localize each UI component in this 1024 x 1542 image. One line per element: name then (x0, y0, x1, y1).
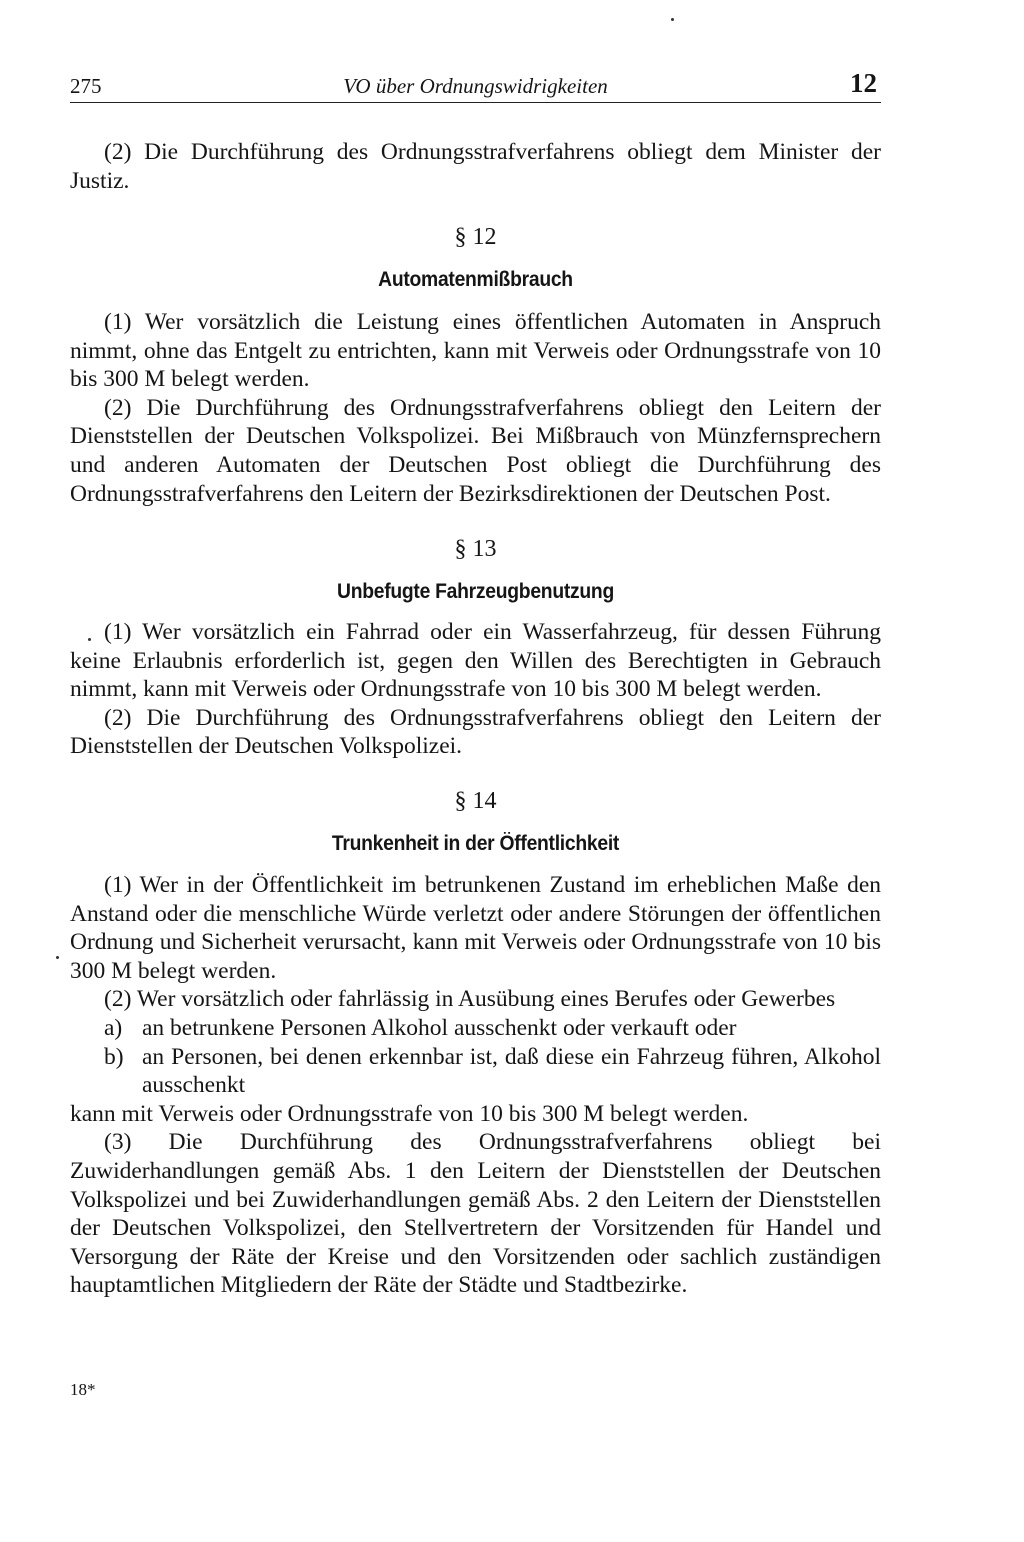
list-item-b-label: b) (104, 1043, 124, 1070)
section-12-body (70, 308, 881, 508)
section-14-paragraph-1: (1) Wer in der Öffentlichkeit im betrunkenen Zustand im erheblichen Maße den Anstand oder die menschliche Würde verletzt oder andere Störungen der öffentlichen Ordnung und Sicherheit verursacht, kann mit Verweis oder Ordnungsstrafe von 10 bis 300 M belegt werden. (70, 872, 881, 984)
speck (56, 956, 59, 959)
section-14-heading: Trunkenheit in der Öffentlichkeit (331, 832, 620, 855)
list-item-a-text: an betrunkene Personen Alkohol ausschenkt oder verkauft oder (142, 1014, 737, 1041)
section-12-heading: Automatenmißbrauch (378, 268, 573, 291)
running-title: VO über Ordnungswidrigkeiten (343, 74, 608, 98)
document-page (70, 0, 881, 1542)
section-14-paragraph-2: (2) Wer vorsätzlich oder fahrlässig in Ausübung eines Berufes oder Gewerbes (104, 986, 836, 1013)
section-number: 12 (850, 68, 877, 98)
section-12-paragraph-2: (2) Die Durchführung des Ordnungsstrafverfahrens obliegt den Leitern der Dienststellen der Deutschen Volkspolizei. Bei Mißbrauch von Münzfernsprechern und anderen Automaten der Deutschen Post obliegt die Durchführung des Ordnungsstrafverfahrens den Leitern der Bezirksdirektionen der Deutschen Post. (70, 394, 881, 507)
list-item-a (70, 1014, 881, 1043)
list-item-a-label: a) (104, 1014, 123, 1041)
section-14-paragraph-3: (3) Die Durchführung des Ordnungsstrafverfahrens obliegt bei Zuwiderhandlungen gemäß Abs. 1 den Leitern der Dienststellen der Deutschen Volkspolizei und bei Zuwiderhandlungen gemäß Abs. 2 den Leitern der Dienststellen der Deutschen Volkspolizei, den Stellvertretern der Vorsitzenden für Handel und Versorgung der Räte der Kreise und den Vorsitzenden oder sachlich zuständigen hauptamtlichen Mitgliedern der Räte der Städte und Stadtbezirke. (70, 1129, 881, 1299)
section-14-mark: § 14 (454, 788, 497, 814)
section-13-mark: § 13 (454, 536, 497, 562)
section-14-body (70, 871, 881, 1300)
list-item-b-text: an Personen, bei denen erkennbar ist, daß diese ein Fahrzeug führen, Alkohol ausschenkt (142, 1043, 881, 1099)
list-item-b (70, 1043, 881, 1100)
signature-mark: 18* (70, 1380, 96, 1399)
intro-paragraph-2: (2) Die Durchführung des Ordnungsstrafverfahrens obliegt dem Minister der Justiz. (70, 139, 881, 194)
speck (671, 18, 674, 21)
running-header (70, 70, 881, 104)
section-14-paragraph-2-tail: kann mit Verweis oder Ordnungsstrafe von 10 bis 300 M belegt werden. (70, 1100, 749, 1127)
section-13-body (70, 618, 881, 761)
section-13-heading: Unbefugte Fahrzeugbenutzung (337, 580, 614, 603)
section-13-paragraph-1: (1) Wer vorsätzlich ein Fahrrad oder ein Wasserfahrzeug, für dessen Führung keine Erlaubnis erforderlich ist, gegen den Willen des Berechtigten in Gebrauch nimmt, kann mit Verweis oder Ordnungsstrafe von 10 bis 300 M belegt werden. (70, 619, 881, 703)
page-number: 275 (70, 74, 102, 98)
section-12-mark: § 12 (454, 224, 497, 250)
speck (88, 638, 91, 641)
intro-block (70, 138, 881, 195)
section-13-paragraph-2: (2) Die Durchführung des Ordnungsstrafverfahrens obliegt den Leitern der Dienststellen der Deutschen Volkspolizei. (70, 704, 881, 760)
header-rule (70, 102, 881, 103)
section-12-paragraph-1: (1) Wer vorsätzlich die Leistung eines öffentlichen Automaten in Anspruch nimmt, ohne das Entgelt zu entrichten, kann mit Verweis oder Ordnungsstrafe von 10 bis 300 M belegt werden. (70, 309, 881, 393)
